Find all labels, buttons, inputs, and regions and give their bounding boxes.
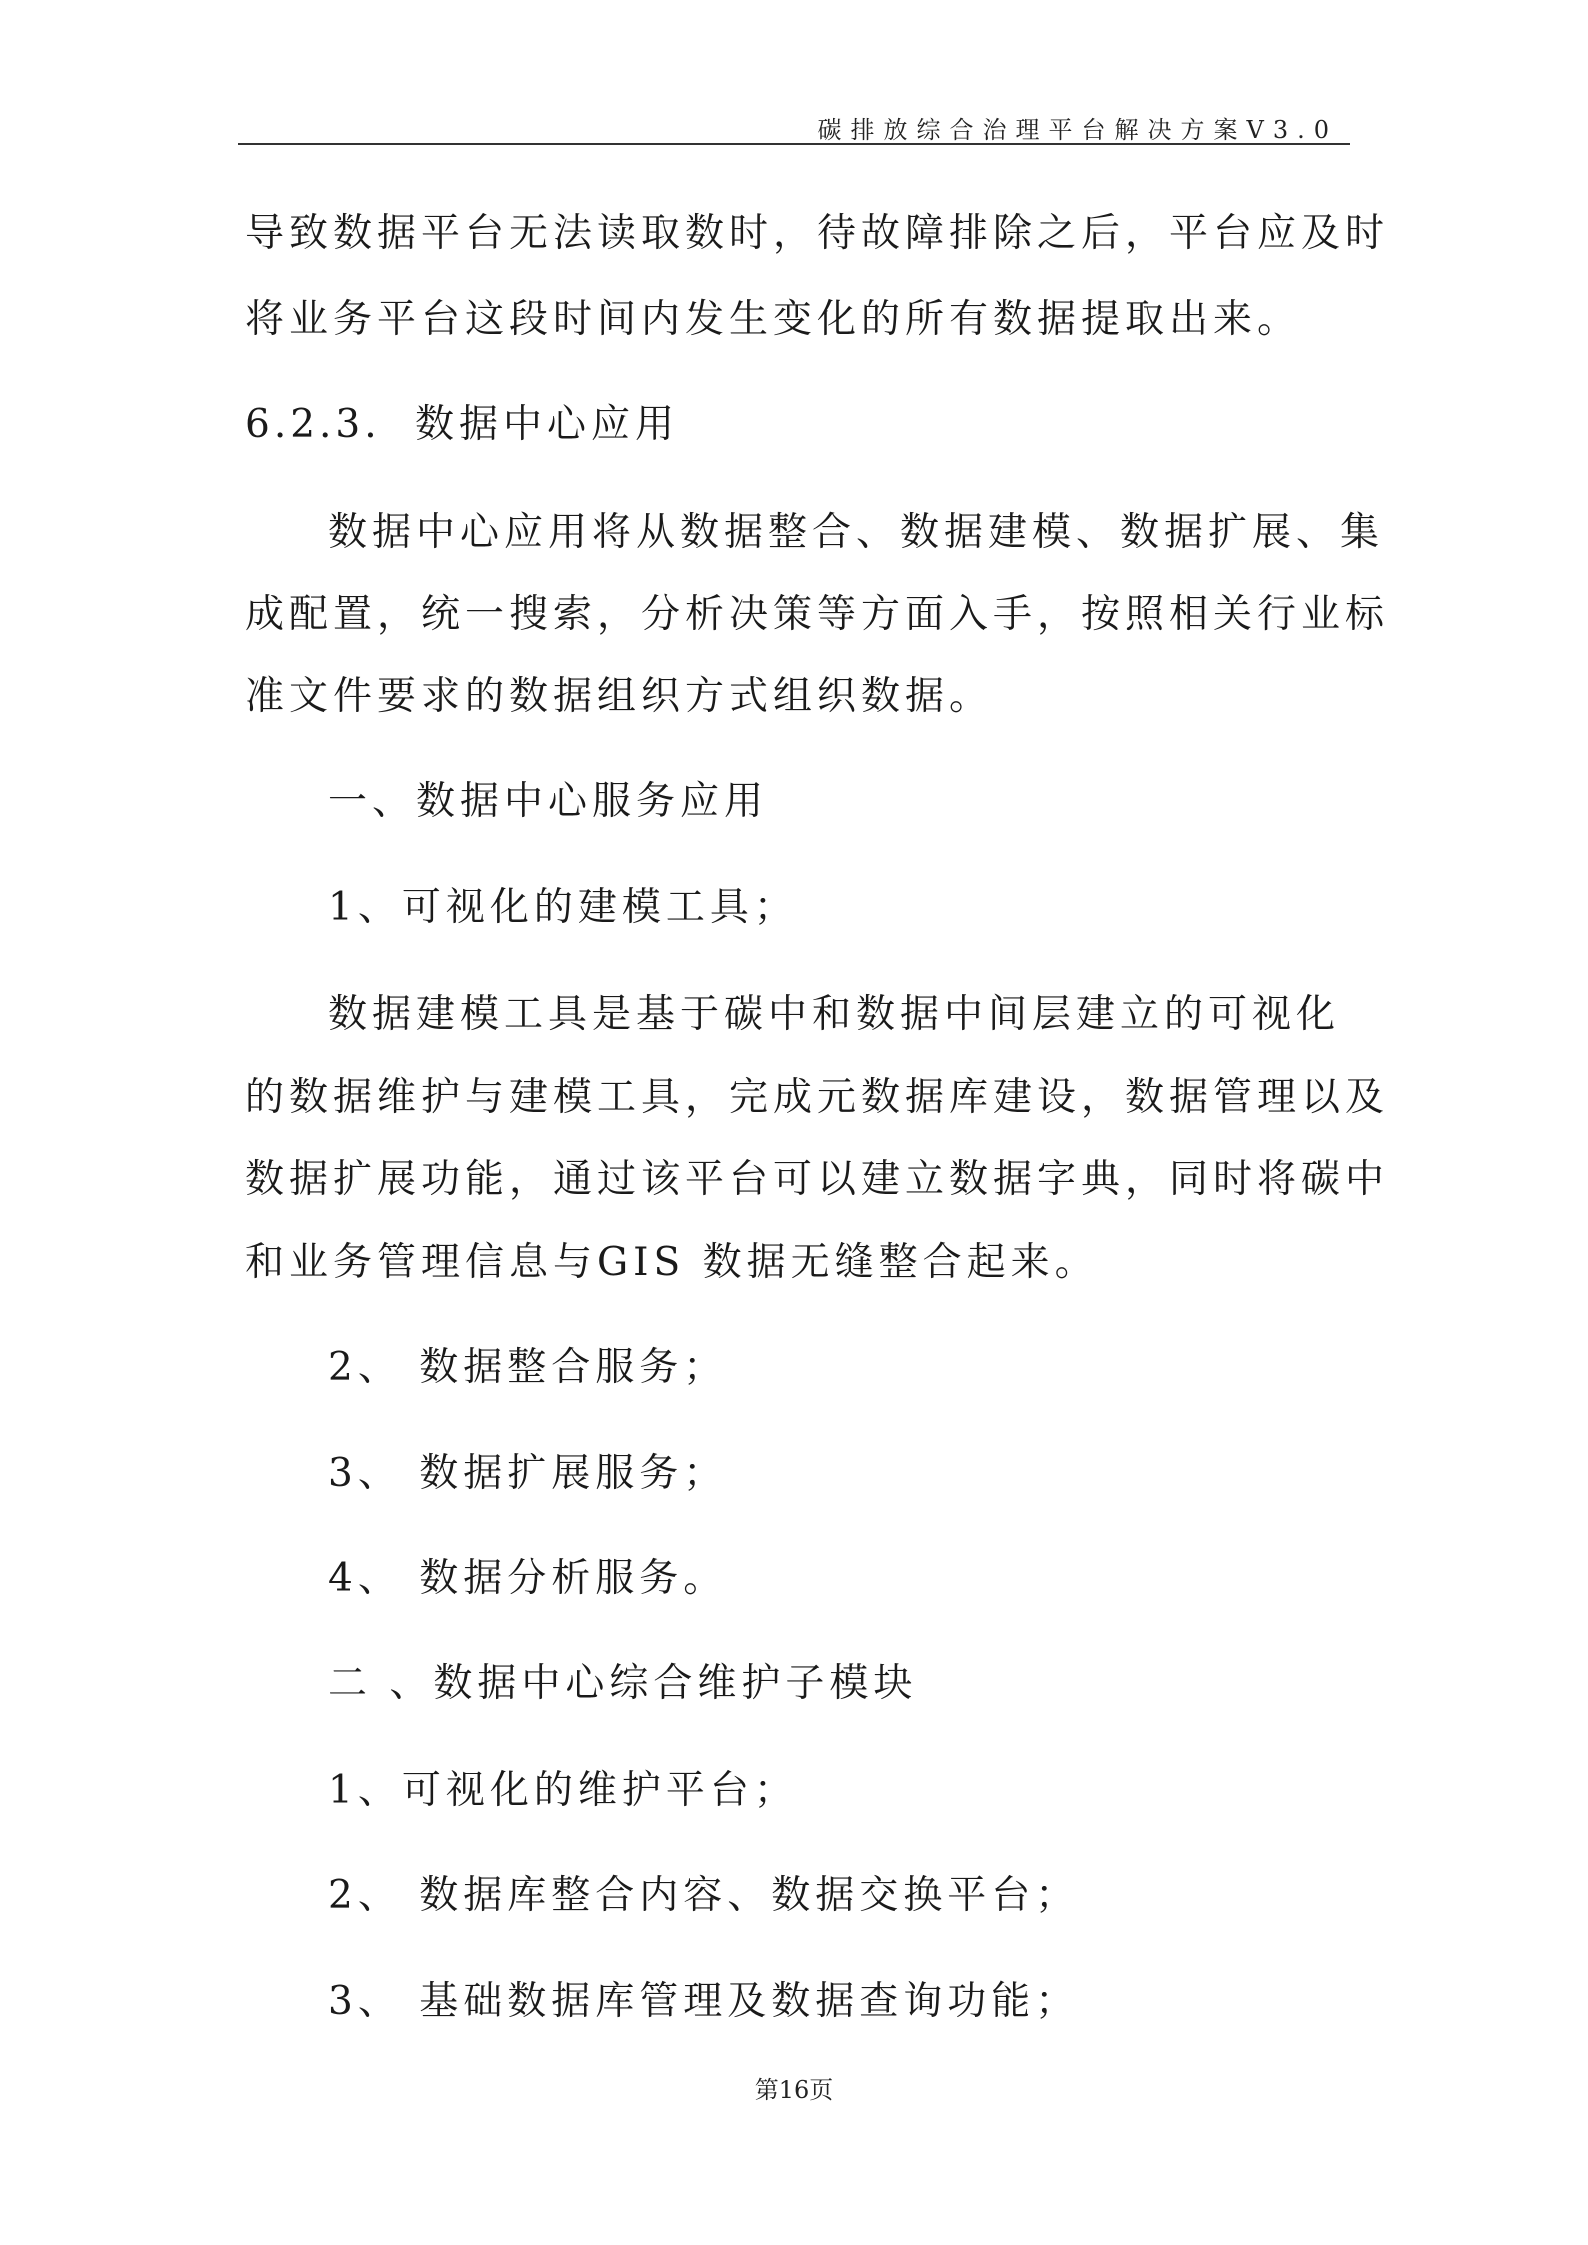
header-divider <box>238 143 1350 145</box>
subsection-heading: 一、数据中心服务应用 <box>328 779 769 824</box>
page-number: 第16页 <box>754 2076 834 2104</box>
paragraph-line: 准文件要求的数据组织方式组织数据。 <box>245 674 994 719</box>
paragraph-line: 成配置，统一搜索，分析决策等方面入手，按照相关行业标 <box>245 592 1390 637</box>
section-heading <box>245 402 680 447</box>
list-item: 1、可视化的维护平台； <box>328 1768 798 1813</box>
list-item: 3、 数据扩展服务； <box>328 1451 728 1496</box>
list-item: 4、 数据分析服务。 <box>328 1556 728 1601</box>
body-line: 导致数据平台无法读取数时，待故障排除之后，平台应及时 <box>245 211 1390 256</box>
paragraph-line: 数据建模工具是基于碳中和数据中间层建立的可视化 <box>328 992 1341 1037</box>
body-line: 将业务平台这段时间内发生变化的所有数据提取出来。 <box>245 297 1302 342</box>
paragraph-line: 数据中心应用将从数据整合、数据建模、数据扩展、集 <box>328 510 1385 555</box>
heading-text: 数据中心应用 <box>415 402 680 447</box>
paragraph-line: 数据扩展功能，通过该平台可以建立数据字典，同时将碳中 <box>245 1157 1390 1202</box>
paragraph-line: 和业务管理信息与GIS 数据无缝整合起来。 <box>245 1240 1099 1285</box>
list-item: 2、 数据库整合内容、数据交换平台； <box>328 1873 1080 1918</box>
list-item: 1、可视化的建模工具； <box>328 885 798 930</box>
list-item: 2、 数据整合服务； <box>328 1345 728 1390</box>
list-item: 3、 基础数据库管理及数据查询功能； <box>328 1979 1080 2024</box>
header-title: 碳排放综合治理平台解决方案V3.0 <box>817 116 1338 144</box>
subsection-heading: 二 、数据中心综合维护子模块 <box>328 1661 918 1706</box>
paragraph-line: 的数据维护与建模工具，完成元数据库建设，数据管理以及 <box>245 1075 1390 1120</box>
heading-number: 6.2.3. <box>245 402 381 447</box>
